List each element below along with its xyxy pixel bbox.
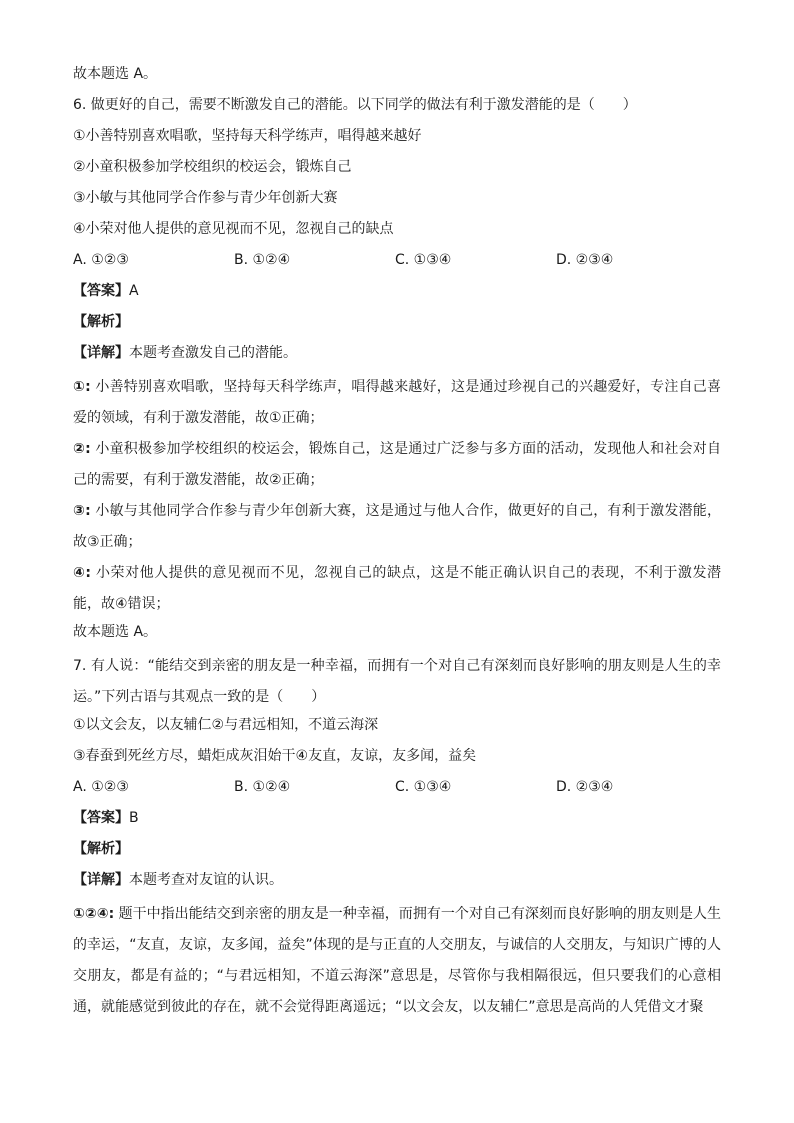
q6-answer-tag: 【答案】 (73, 283, 129, 299)
q7-statement-line-1: ①以文会友，以友辅仁②与君远相知，不道云海深 (73, 717, 379, 733)
q7-statement-line-2: ③春蚕到死丝方尽，蜡炬成灰泪始干④友直，友谅，友多闻，益矣 (73, 748, 477, 764)
q6-detail (73, 341, 721, 372)
q7-analysis-tag: 【解析】 (73, 841, 129, 857)
q6-detail-tag: 【详解】 (73, 345, 129, 361)
q6-answer (73, 279, 721, 310)
q6-statement-4: ④小荣对他人提供的意见视而不见，忽视自己的缺点 (73, 221, 394, 237)
q6-stem: 6. 做更好的自己，需要不断激发自己的潜能。以下同学的做法有利于激发潜能的是（ ） (73, 97, 637, 113)
q6-option-b: B. ①②④ (234, 252, 291, 268)
q6-analysis-tag: 【解析】 (73, 314, 129, 330)
q6-detail-text: 本题考查激发自己的潜能。 (129, 345, 297, 361)
q6-statement-3: ③小敏与其他同学合作参与青少年创新大赛 (73, 190, 338, 206)
q6-conclusion: 故本题选 A。 (73, 624, 158, 640)
q6-explanation-3: ③: 小敏与其他同学合作参与青少年创新大赛，这是通过与他人合作，做更好的自己，有利于激发潜能，故③正确； (73, 503, 721, 550)
q6-option-d: D. ②③④ (556, 252, 614, 268)
q7-option-c: C. ①③④ (395, 779, 452, 795)
q6-option-a: A. ①②③ (73, 252, 129, 268)
q7-answer-tag: 【答案】 (73, 810, 129, 826)
q6-explanation-1: ①: 小善特别喜欢唱歌，坚持每天科学练声，唱得越来越好，这是通过珍视自己的兴趣爱好，专注自己喜爱的领域，有利于激发潜能，故①正确； (73, 379, 721, 426)
q7-option-d: D. ②③④ (556, 779, 614, 795)
q6-explanation-4: ④: 小荣对他人提供的意见视而不见，忽视自己的缺点，这是不能正确认识自己的表现，不利于激发潜能，故④错误； (73, 565, 721, 612)
q7-option-a: A. ①②③ (73, 779, 129, 795)
q7-answer (73, 806, 721, 837)
q6-explanation-2: ②: 小童积极参加学校组织的校运会，锻炼自己，这是通过广泛参与多方面的活动，发现他人和社会对自己的需要，有利于激发潜能，故②正确； (73, 441, 721, 488)
page-content (73, 62, 721, 1023)
q6-option-c: C. ①③④ (395, 252, 452, 268)
q7-answer-value: B (129, 810, 139, 826)
q6-answer-value: A (129, 283, 139, 299)
q6-options (73, 248, 721, 279)
q7-detail-tag: 【详解】 (73, 872, 129, 888)
q7-detail (73, 868, 721, 899)
q7-detail-text: 本题考查对友谊的认识。 (129, 872, 283, 888)
previous-question-conclusion: 故本题选 A。 (73, 66, 158, 82)
q7-stem: 7. 有人说：“能结交到亲密的朋友是一种幸福，而拥有一个对自己有深刻而良好影响的朋友则是人生的幸运。”下列古语与其观点一致的是（ ） (73, 658, 721, 705)
q6-statement-2: ②小童积极参加学校组织的校运会，锻炼自己 (73, 159, 352, 175)
q6-statement-1: ①小善特别喜欢唱歌，坚持每天科学练声，唱得越来越好 (73, 128, 422, 144)
q7-option-b: B. ①②④ (234, 779, 291, 795)
q7-explanation: ①②④: 题干中指出能结交到亲密的朋友是一种幸福，而拥有一个对自己有深刻而良好影响的朋友则是人生的幸运，“友直，友谅，友多闻，益矣”体现的是与正直的人交朋友，与诚信的人交朋友，与知识广博的人交朋友，都是有益的；“与君远相知，不道云海深”意思是，尽管你与我相隔很远，但只要我们的心意相通，就能感觉到彼此的存在，就不会觉得距离遥远；“以文会友，以友辅仁”意思是高尚的人凭借文才聚 (73, 906, 721, 1015)
q7-options (73, 775, 721, 806)
